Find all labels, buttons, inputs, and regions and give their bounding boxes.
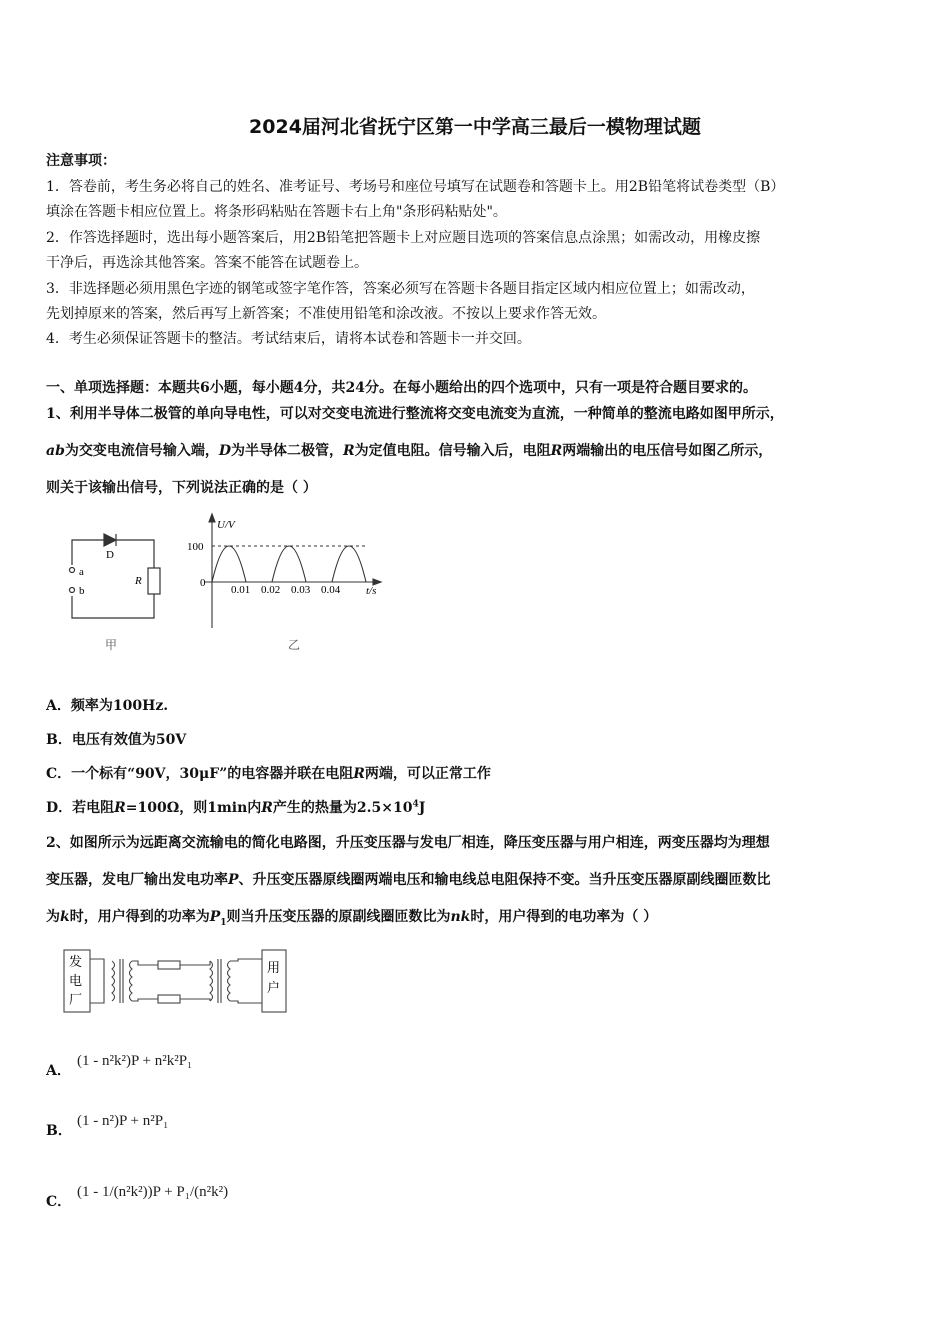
q2-option-a-label: A． — [46, 1063, 71, 1079]
notice-line-6: 先划掉原来的答案，然后再写上新答案；不准使用铅笔和涂改液。不按以上要求作答无效。 — [46, 306, 606, 322]
notice-line-7: 4．考生必须保证答题卡的整洁。考试结束后，请将本试卷和答题卡一并交回。 — [46, 331, 531, 347]
half-wave-1 — [212, 546, 246, 582]
x-tick-0.01: 0.01 — [231, 584, 251, 596]
q1-stem-line-1: 1、利用半导体二极管的单向导电性，可以对交变电流进行整流将交变电流变为直流，一种简单的整流电路如图甲所示， — [46, 406, 784, 422]
resistor-symbol — [148, 568, 160, 594]
step-down-primary-coil — [210, 961, 213, 1001]
q2-option-c-formula — [75, 1165, 275, 1215]
notice-line-4: 干净后，再选涂其他答案。答案不能答在试题卷上。 — [46, 255, 368, 271]
user-char-1: 用 — [267, 960, 281, 975]
q2-transmission-diagram — [60, 945, 295, 1020]
user-char-2: 户 — [267, 980, 281, 995]
q2-stem-line-2: 变压器，发电厂输出发电功率P、升压变压器原线圈两端电压和输电线总电阻保持不变。当升压变压器原副线圈匝数比 — [46, 872, 771, 888]
y-axis-label: U/V — [217, 519, 235, 531]
plant-char-1: 发 — [69, 954, 83, 969]
notice-line-1: 1．答卷前，考生务必将自己的姓名、准考证号、考场号和座位号填写在试题卷和答题卡上。用2B铅笔将试卷类型（B） — [46, 179, 785, 195]
q1-stem-line-2: ab为交变电流信号输入端，D为半导体二极管，R为定值电阻。信号输入后，电阻R两端输出的电压信号如图乙所示， — [46, 443, 773, 459]
x-axis-label: t/s — [366, 585, 377, 597]
q1-option-d: D．若电阻R=100Ω，则1min内R产生的热量为$2.5\times 10^4J$ — [46, 799, 426, 816]
x-tick-0.02: 0.02 — [261, 584, 281, 596]
plant-char-3: 厂 — [69, 992, 83, 1007]
terminal-a-label: a — [79, 566, 84, 578]
circuit-wire-bottom — [72, 594, 154, 618]
x-tick-0.04: 0.04 — [321, 584, 341, 596]
q1-option-c: C．一个标有“90V，30μF”的电容器并联在电阻R两端，可以正常工作 — [46, 766, 491, 782]
q2-option-b-label: B． — [46, 1123, 72, 1139]
plant-char-2: 电 — [69, 973, 83, 988]
step-up-primary-coil — [112, 961, 115, 1001]
origin-label: 0 — [200, 577, 206, 589]
diode-symbol — [104, 534, 116, 546]
q2-option-a-formula — [75, 1044, 255, 1078]
q2-option-c-label: C． — [46, 1194, 72, 1210]
formula-a-text: (1 - n²k²)P + n²k²P₁ — [77, 1053, 193, 1069]
q1-stem-line-3: 则关于该输出信号，下列说法正确的是（ ） — [46, 480, 317, 496]
formula-b-text: (1 - n²)P + n²P₁ — [77, 1113, 169, 1129]
diode-label: D — [106, 549, 114, 561]
notice-heading: 注意事项： — [46, 153, 116, 169]
terminal-b-label: b — [79, 585, 85, 597]
page-title: 2024届河北省抚宁区第一中学高三最后一模物理试题 — [249, 116, 701, 138]
step-down-secondary-coil — [228, 961, 231, 1001]
q2-stem-line-1: 2、如图所示为远距离交流输电的简化电路图，升压变压器与发电厂相连，降压变压器与用户相连，两变压器均为理想 — [46, 835, 770, 851]
terminal-b-dot — [70, 588, 75, 593]
step-up-secondary-coil — [130, 961, 133, 1001]
q1-option-b: B．电压有效值为50V — [46, 732, 187, 748]
figure-caption-jia: 甲 — [105, 638, 118, 652]
formula-c-text: (1 - 1/(n²k²))P + P₁/(n²k²) — [77, 1184, 229, 1200]
resistor-label: R — [135, 575, 142, 587]
q1-circuit-diagram — [60, 520, 170, 655]
line-resistor-top — [158, 961, 180, 969]
y-tick-100: 100 — [187, 541, 204, 553]
q2-option-b-formula — [75, 1104, 235, 1138]
x-tick-0.03: 0.03 — [291, 584, 311, 596]
notice-line-2: 填涂在答题卡相应位置上。将条形码粘贴在答题卡右上角"条形码粘贴处"。 — [46, 204, 507, 220]
q1-voltage-graph — [185, 512, 385, 657]
line-resistor-bottom — [158, 995, 180, 1003]
notice-line-3: 2．作答选择题时，选出每小题答案后，用2B铅笔把答题卡上对应题目选项的答案信息点涂黑；如需改动，用橡皮擦 — [46, 230, 761, 246]
half-wave-3 — [332, 546, 366, 582]
figure-caption-yi: 乙 — [288, 638, 301, 652]
terminal-a-dot — [70, 568, 75, 573]
q2-stem-line-3: 为k时，用户得到的功率为$P_1$则当升压变压器的原副线圈匝数比为nk时，用户得到的电功率为（ ） — [46, 909, 658, 928]
half-wave-2 — [272, 546, 306, 582]
section-heading: 一、单项选择题：本题共6小题，每小题4分，共24分。在每小题给出的四个选项中，只有一项是符合题目要求的。 — [46, 380, 757, 396]
q1-option-a: A．频率为100Hz. — [46, 698, 169, 714]
notice-line-5: 3．非选择题必须用黑色字迹的钢笔或签字笔作答，答案必须写在答题卡各题目指定区域内相应位置上；如需改动， — [46, 281, 755, 297]
